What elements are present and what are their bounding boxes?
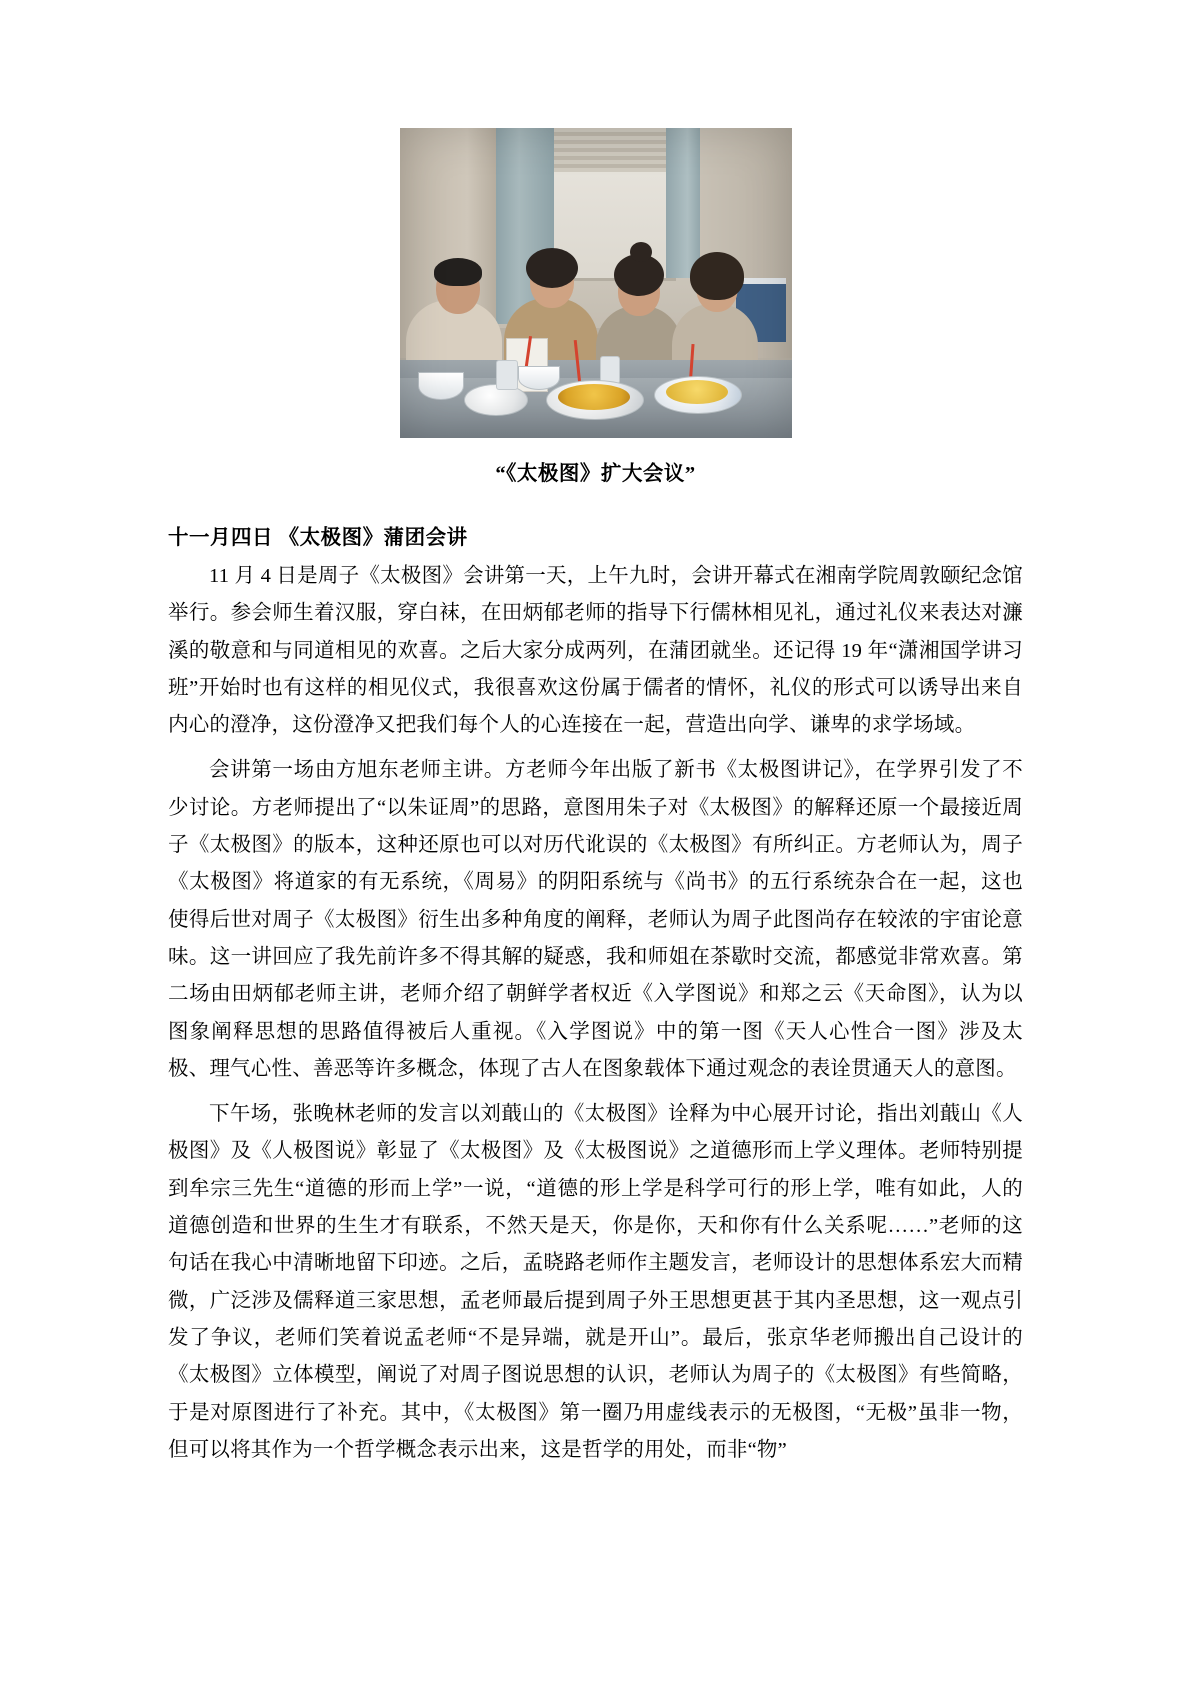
group-dining-photo — [400, 128, 792, 438]
body-paragraph-1: 11 月 4 日是周子《太极图》会讲第一天，上午九时，会讲开幕式在湘南学院周敦颐纪念馆举行。参会师生着汉服，穿白袜，在田炳郁老师的指导下行儒林相见礼，通过礼仪来表达对濂溪的敬意和与同道相见的欢喜。之后大家分成两列，在蒲团就坐。还记得 19 年“潇湘国学讲习班”开始时也有这样的相见仪式，我很喜欢这份属于儒者的情怀，礼仪的形式可以诱导出来自内心的澄净，这份澄净又把我们每个人的心连接在一起，营造出向学、谦卑的求学场域。 — [168, 565, 1023, 737]
figure-block — [168, 128, 1023, 486]
body-paragraph-2: 会讲第一场由方旭东老师主讲。方老师今年出版了新书《太极图讲记》，在学界引发了不少讨论。方老师提出了“以朱证周”的思路，意图用朱子对《太极图》的解释还原一个最接近周子《太极图》的版本，这种还原也可以对历代讹误的《太极图》有所纠正。方老师认为，周子《太极图》将道家的有无系统，《周易》的阴阳系统与《尚书》的五行系统杂合在一起，这也使得后世对周子《太极图》衍生出多种角度的阐释，老师认为周子此图尚存在较浓的宇宙论意味。这一讲回应了我先前许多不得其解的疑惑，我和师姐在茶歇时交流，都感觉非常欢喜。第二场由田炳郁老师主讲，老师介绍了朝鲜学者权近《入学图说》和郑之云《天命图》，认为以图象阐释思想的思路值得被后人重视。《入学图说》中的第一图《天人心性合一图》涉及太极、理气心性、善恶等许多概念，体现了古人在图象载体下通过观念的表诠贯通天人的意图。 — [168, 759, 1023, 1080]
section-title: 十一月四日 《太极图》蒲团会讲 — [168, 527, 468, 549]
figure-caption: “《太极图》扩大会议” — [495, 463, 696, 485]
body-paragraph-3: 下午场，张晚林老师的发言以刘蕺山的《太极图》诠释为中心展开讨论，指出刘蕺山《人极图》及《人极图说》彰显了《太极图》及《太极图说》之道德形而上学义理体。老师特别提到牟宗三先生“道德的形而上学”一说，“道德的形上学是科学可行的形上学，唯有如此，人的道德创造和世界的生生才有联系，不然天是天，你是你，天和你有什么关系呢……”老师的这句话在我心中清晰地留下印迹。之后，孟晓路老师作主题发言，老师设计的思想体系宏大而精微，广泛涉及儒释道三家思想，孟老师最后提到周子外王思想更甚于其内圣思想，这一观点引发了争议，老师们笑着说孟老师“不是异端，就是开山”。最后，张京华老师搬出自己设计的《太极图》立体模型，阐说了对周子图说思想的认识，老师认为周子的《太极图》有些简略，于是对原图进行了补充。其中，《太极图》第一圈乃用虚线表示的无极图，“无极”虽非一物，但可以将其作为一个哲学概念表示出来，这是哲学的用处，而非“物” — [168, 1103, 1023, 1461]
photo-vignette — [400, 128, 792, 438]
